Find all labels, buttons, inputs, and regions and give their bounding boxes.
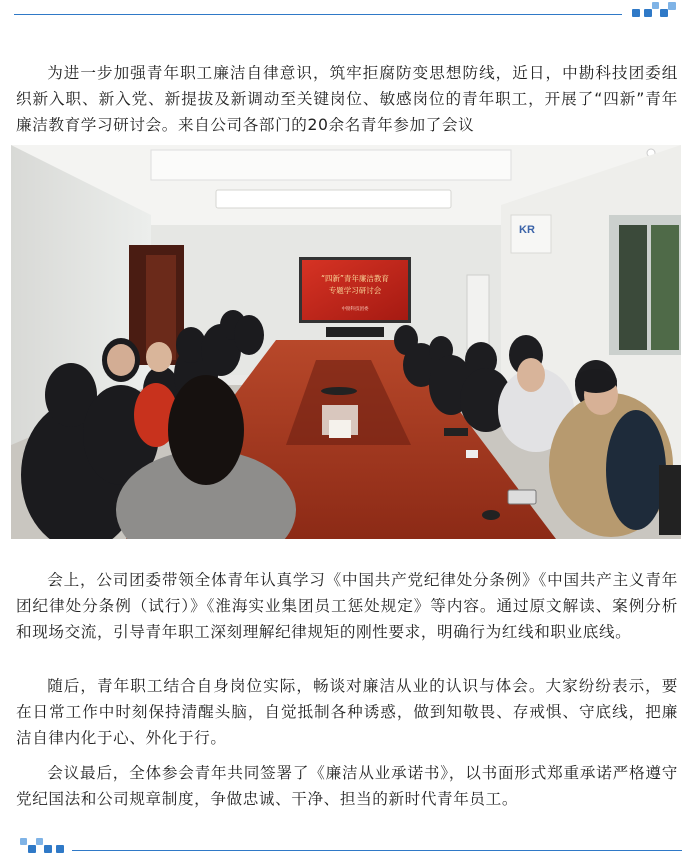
screen-title-line-2: 专题学习研讨会 [328,286,382,295]
article-paragraph-1: 为进一步加强青年职工廉洁自律意识，筑牢拒腐防变思想防线，近日，中勘科技团委组织新入职、新入党、新提拔及新调动至关键岗位、敏感岗位的青年职工，开展了“四新”青年廉洁教育学习研讨会。来自公司各部门的20余名青年参加了会议 [16,64,678,134]
top-divider-line [14,14,622,15]
top-decoration-dots-icon [622,0,682,22]
bottom-divider-line [72,850,682,851]
article-paragraph-2: 会上，公司团委带领全体青年认真学习《中国共产党纪律处分条例》《中国共产主义青年团纪律处分条例（试行）》《淮海实业集团员工惩处规定》等内容。通过原文解读、案例分析和现场交流，引导青年职工深刻理解纪律规矩的刚性要求，明确行为红线和职业底线。 [16,571,678,641]
bottom-decoration-dots-icon [14,836,74,858]
article-paragraph-4: 会议最后，全体参会青年共同签署了《廉洁从业承诺书》，以书面形式郑重承诺严格遵守党纪国法和公司规章制度，争做忠诚、干净、担当的新时代青年员工。 [16,764,678,808]
wall-logo: KR [519,224,535,236]
screen-title-line-1: “四新”青年廉洁教育 [321,274,389,283]
meeting-photo [11,145,681,539]
screen-subtitle: 中勘科技团委 [341,307,369,312]
article-paragraph-3: 随后，青年职工结合自身岗位实际，畅谈对廉洁从业的认识与体会。大家纷纷表示，要在日常工作中时刻保持清醒头脑，自觉抵制各种诱惑，做到知敬畏、存戒惧、守底线，把廉洁自律内化于心、外化于行。 [16,677,678,747]
